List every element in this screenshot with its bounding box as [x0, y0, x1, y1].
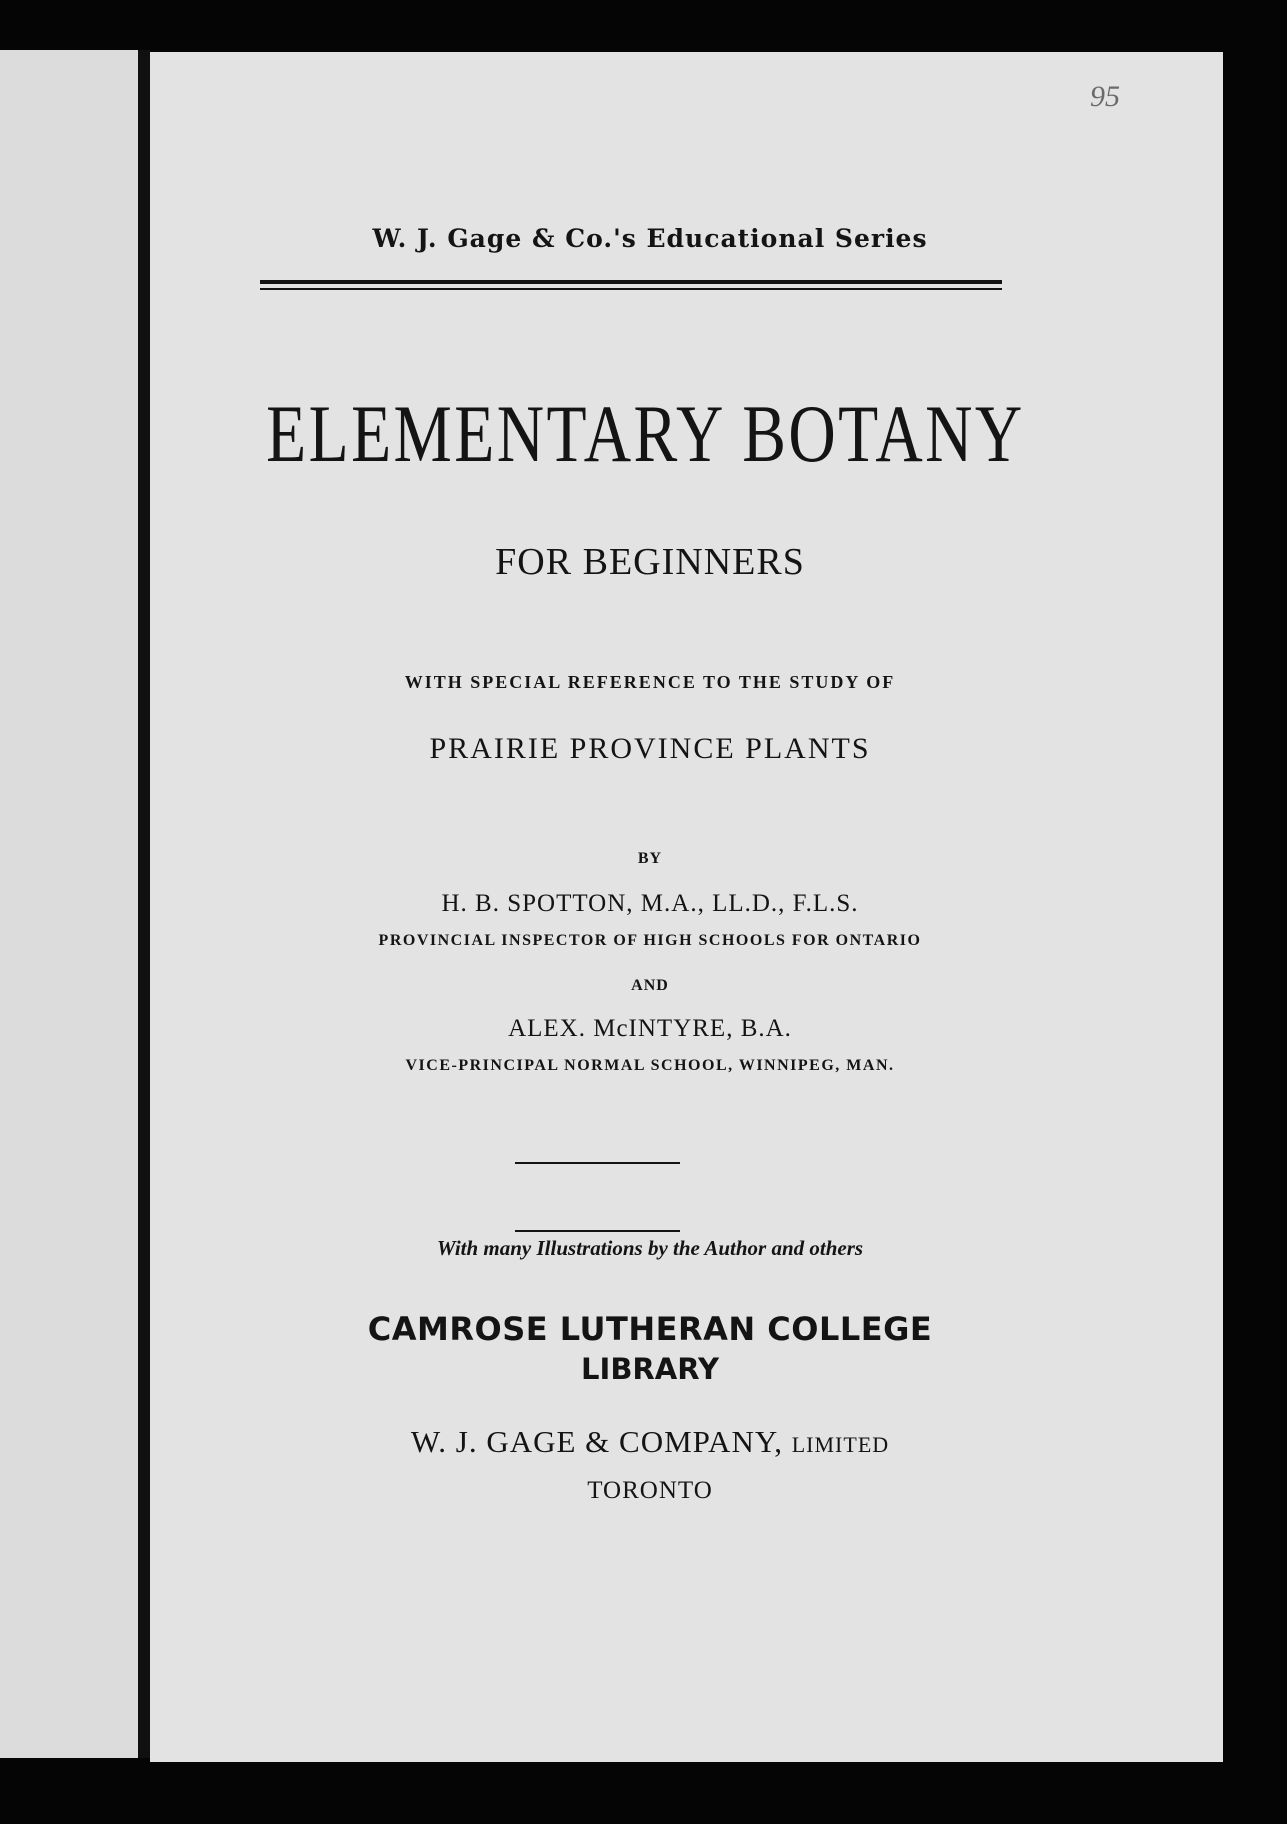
- publisher-suffix: LIMITED: [791, 1432, 890, 1457]
- library-stamp-line-2: LIBRARY: [581, 1352, 719, 1386]
- illustrations-note: With many Illustrations by the Author and others: [436, 1236, 864, 1260]
- publisher-name: [150, 1424, 1150, 1460]
- handwritten-page-mark: 95: [1090, 80, 1120, 113]
- author-2-name: ALEX. McINTYRE, B.A.: [508, 1015, 792, 1042]
- title-page: [150, 52, 1223, 1762]
- topic-line: PRAIRIE PROVINCE PLANTS: [429, 732, 871, 765]
- author-2-role: VICE-PRINCIPAL NORMAL SCHOOL, WINNIPEG, MAN.: [405, 1057, 895, 1074]
- header-rule-thick: [260, 280, 1002, 284]
- author-1-role: PROVINCIAL INSPECTOR OF HIGH SCHOOLS FOR ONTARIO: [378, 932, 922, 949]
- by-label: BY: [637, 850, 663, 867]
- book-title: ELEMENTARY BOTANY: [266, 388, 1025, 479]
- reference-line: WITH SPECIAL REFERENCE TO THE STUDY OF: [404, 672, 896, 692]
- book-subtitle: FOR BEGINNERS: [495, 541, 805, 583]
- illustrations-rule-bottom: [515, 1230, 680, 1232]
- publisher-city: TORONTO: [587, 1477, 713, 1504]
- and-label: AND: [631, 977, 669, 994]
- series-heading: W. J. Gage & Co.'s Educational Series: [372, 224, 928, 253]
- illustrations-rule-top: [515, 1162, 680, 1164]
- facing-page: [0, 50, 138, 1758]
- library-stamp-line-1: CAMROSE LUTHERAN COLLEGE: [367, 1310, 933, 1348]
- publisher-company: W. J. GAGE & COMPANY,: [410, 1424, 783, 1459]
- book-spine: [138, 50, 150, 1758]
- author-1-name: H. B. SPOTTON, M.A., LL.D., F.L.S.: [441, 890, 859, 917]
- header-rule-thin: [260, 288, 1002, 290]
